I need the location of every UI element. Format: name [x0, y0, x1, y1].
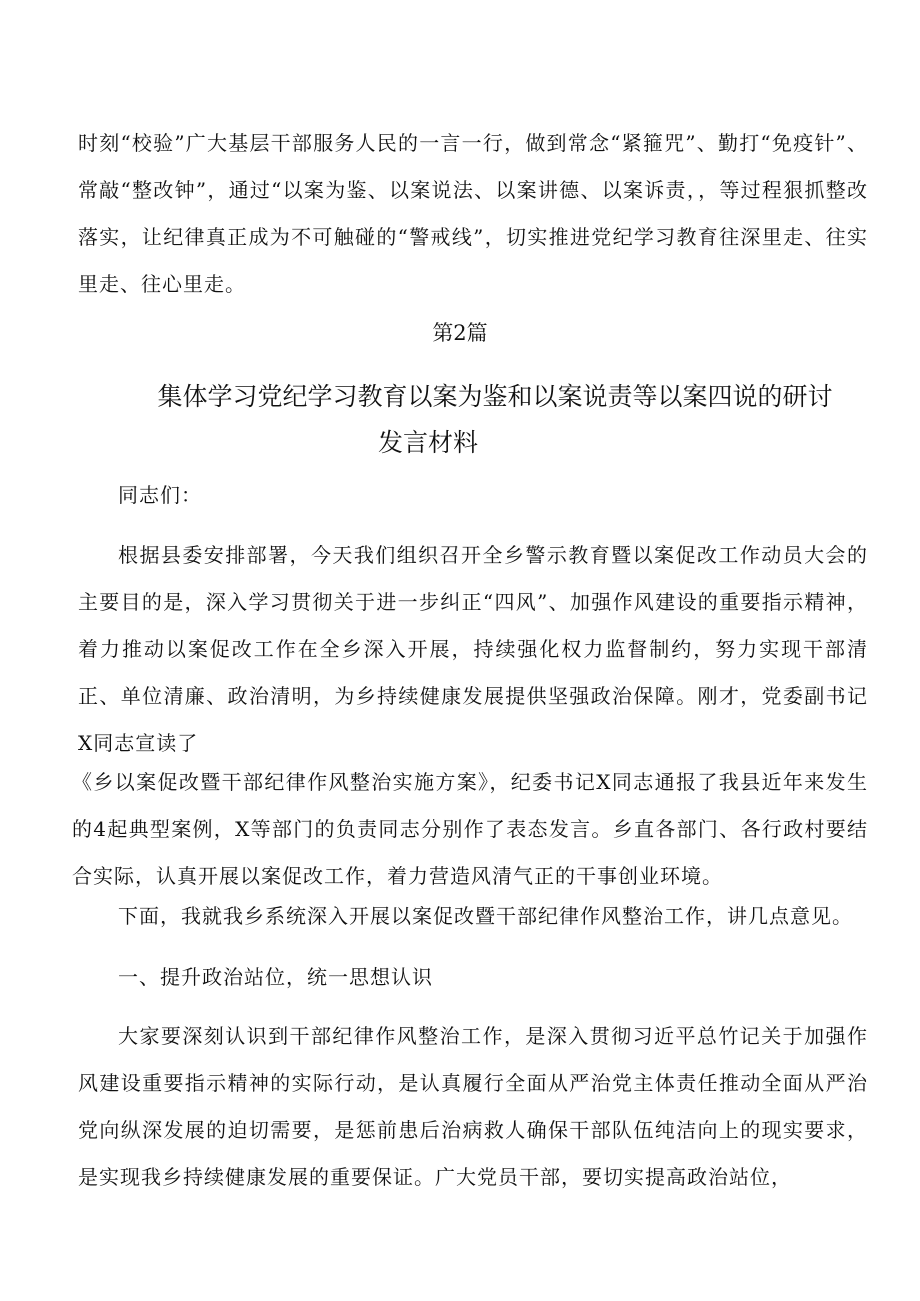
intro-paragraph: 时刻“校验”广大基层干部服务人民的一言一行，做到常念“紧箍咒”、勤打“免疫针”、常敲“整改钟”，通过“以案为鉴、以案说法、以案讲德、以案诉责，，等过程狠抓整改落实，让纪律真正成为不可触碰的“警戒线”，切实推进党纪学习教育往深里走、往实里走、往心里走。 [78, 131, 868, 296]
title-line-2: 发言材料 [378, 428, 479, 457]
section-label: 第2篇 [432, 321, 488, 345]
title-line-1: 集体学习党纪学习教育以案为鉴和以案说责等以案四说的研讨 [157, 382, 833, 411]
paragraph-4: 大家要深刻认识到干部纪律作风整治工作，是深入贯彻习近平总竹记关于加强作风建设重要指示精神的实际行动，是认真履行全面从严治党主体责任推动全面从严治党向纵深发展的迫切需要，是惩前患后治病救人确保干部队伍纯洁向上的现实要求，是实现我乡持续健康发展的重要保证。广大党员干部，要切实提高政治站位， [78, 1024, 868, 1189]
salutation: 同志们： [118, 483, 202, 507]
heading-1: 一、提升政治站位，统一思想认识 [118, 965, 433, 989]
document-title [130, 374, 860, 466]
paragraph-3: 下面，我就我乡系统深入开展以案促改暨干部纪律作风整治工作，讲几点意见。 [118, 904, 853, 928]
paragraph-2: 《乡以案促改暨干部纪律作风整治实施方案》，纪委书记X同志通报了我县近年来发生的4起典型案例，X等部门的负责同志分别作了表态发言。乡直各部门、各行政村要结合实际，认真开展以案促改工作，着力营造风清气正的干事创业环境。 [72, 770, 868, 888]
paragraph-1: 根据县委安排部署，今天我们组织召开全乡警示教育暨以案促改工作动员大会的主要目的是，深入学习贯彻关于进一步纠正“四风”、加强作风建设的重要指示精神，着力推动以案促改工作在全乡深入开展，持续强化权力监督制约，努力实现干部清正、单位清廉、政治清明，为乡持续健康发展提供坚强政治保障。刚才，党委副书记X同志宣读了 [78, 543, 868, 755]
